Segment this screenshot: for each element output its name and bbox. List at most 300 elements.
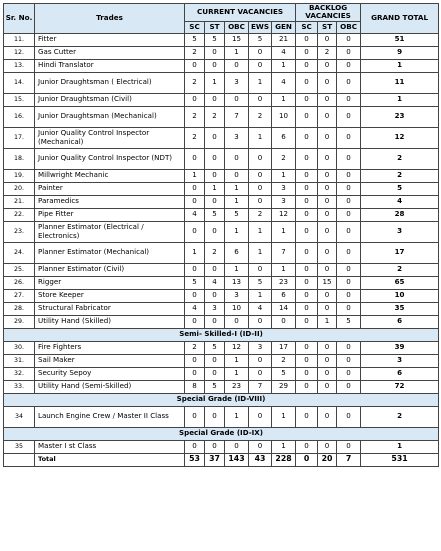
sr-no-cell: 33. — [4, 380, 35, 393]
sr-no-cell: 25. — [4, 263, 35, 276]
vacancy-count-cell: 1 — [185, 242, 205, 263]
trade-cell: Security Sepoy — [35, 367, 185, 380]
vacancy-count-cell: 1 — [272, 93, 296, 106]
vacancy-count-cell: 0 — [337, 127, 361, 148]
vacancy-count-cell: 0 — [296, 276, 318, 289]
header-sr-no: Sr. No. — [4, 4, 35, 34]
vacancy-count-cell: 0 — [337, 59, 361, 72]
vacancy-count-cell: 0 — [205, 263, 225, 276]
vacancy-count-cell: 2 — [272, 148, 296, 169]
vacancy-count-cell: 0 — [296, 315, 318, 328]
trade-cell: Utility Hand (Skilled) — [35, 315, 185, 328]
vacancy-count-cell: 0 — [337, 289, 361, 302]
vacancy-count-cell: 0 — [225, 148, 249, 169]
sr-no-cell: 21. — [4, 195, 35, 208]
vacancy-count-cell: 0 — [185, 182, 205, 195]
vacancy-count-cell: 0 — [272, 315, 296, 328]
table-row — [4, 242, 439, 263]
vacancy-count-cell: 0 — [205, 195, 225, 208]
vacancy-count-cell: 0 — [337, 93, 361, 106]
table-row — [4, 289, 439, 302]
grand-total-cell: 23 — [361, 106, 439, 127]
trade-cell: Master I st Class — [35, 440, 185, 453]
grand-total-cell: 2 — [361, 148, 439, 169]
grand-total-cell: 35 — [361, 302, 439, 315]
vacancy-count-cell: 5 — [185, 33, 205, 46]
sr-no-cell: 17. — [4, 127, 35, 148]
grand-total-cell: 10 — [361, 289, 439, 302]
header-backlog-obc: OBC — [337, 21, 361, 33]
vacancy-count-cell: 0 — [185, 263, 205, 276]
vacancy-count-cell: 0 — [249, 182, 272, 195]
vacancy-count-cell: 7 — [249, 380, 272, 393]
grand-total-cell: 39 — [361, 341, 439, 354]
vacancy-count-cell: 0 — [249, 59, 272, 72]
vacancy-count-cell: 21 — [272, 33, 296, 46]
vacancy-count-cell: 5 — [249, 33, 272, 46]
vacancy-count-cell: 23 — [272, 276, 296, 289]
sr-no-cell: 35 — [4, 440, 35, 453]
trade-cell: Junior Draughtsman (Mechanical) — [35, 106, 185, 127]
trade-cell: Planner Estimator (Civil) — [35, 263, 185, 276]
trade-cell: Fire Fighters — [35, 341, 185, 354]
vacancy-count-cell: 0 — [249, 367, 272, 380]
table-row — [4, 169, 439, 182]
vacancy-count-cell: 0 — [337, 33, 361, 46]
vacancy-count-cell: 0 — [318, 106, 337, 127]
vacancy-count-cell: 0 — [296, 33, 318, 46]
sr-no-cell: 31. — [4, 354, 35, 367]
vacancy-count-cell: 0 — [296, 242, 318, 263]
trade-cell: Launch Engine Crew / Master II Class — [35, 406, 185, 427]
sr-no-cell: 15. — [4, 93, 35, 106]
section-label: Semi- Skilled-I (ID-II) — [4, 328, 439, 341]
vacancy-count-cell: 4 — [185, 302, 205, 315]
vacancy-count-cell: 4 — [272, 46, 296, 59]
table-row — [4, 341, 439, 354]
sr-no-cell: 30. — [4, 341, 35, 354]
sr-no-cell: 29. — [4, 315, 35, 328]
vacancy-count-cell: 1 — [225, 195, 249, 208]
grand-total-cell: 9 — [361, 46, 439, 59]
trade-cell: Junior Draughtsman ( Electrical) — [35, 72, 185, 93]
total-value-cell: 37 — [205, 453, 225, 466]
section-label: Special Grade (ID-VIII) — [4, 393, 439, 406]
header-backlog-vacancies: BACKLOG VACANCIES — [296, 4, 361, 22]
vacancy-count-cell: 0 — [337, 221, 361, 242]
vacancy-count-cell: 1 — [272, 440, 296, 453]
table-row — [4, 302, 439, 315]
vacancy-count-cell: 0 — [337, 169, 361, 182]
vacancy-count-cell: 0 — [205, 93, 225, 106]
vacancy-count-cell: 2 — [185, 72, 205, 93]
vacancy-count-cell: 15 — [225, 33, 249, 46]
table-row — [4, 440, 439, 453]
vacancy-count-cell: 0 — [318, 341, 337, 354]
table-row — [4, 367, 439, 380]
total-grand-total-cell: 531 — [361, 453, 439, 466]
vacancy-count-cell: 0 — [249, 263, 272, 276]
vacancy-count-cell: 23 — [225, 380, 249, 393]
vacancy-count-cell: 0 — [337, 195, 361, 208]
vacancy-count-cell: 0 — [185, 93, 205, 106]
vacancy-count-cell: 2 — [185, 46, 205, 59]
trade-cell: Planner Estimator (Mechanical) — [35, 242, 185, 263]
vacancy-count-cell: 3 — [205, 302, 225, 315]
vacancy-count-cell: 0 — [205, 289, 225, 302]
vacancy-count-cell: 0 — [337, 380, 361, 393]
vacancy-count-cell: 2 — [249, 208, 272, 221]
vacancy-count-cell: 8 — [185, 380, 205, 393]
grand-total-cell: 2 — [361, 169, 439, 182]
grand-total-cell: 6 — [361, 367, 439, 380]
sr-no-cell: 26. — [4, 276, 35, 289]
vacancy-count-cell: 3 — [225, 127, 249, 148]
vacancy-count-cell: 7 — [225, 106, 249, 127]
sr-no-cell: 32. — [4, 367, 35, 380]
vacancy-count-cell: 0 — [205, 367, 225, 380]
trade-cell: Utility Hand (Semi-Skilled) — [35, 380, 185, 393]
vacancy-count-cell: 0 — [296, 59, 318, 72]
vacancy-count-cell: 5 — [205, 341, 225, 354]
vacancy-count-cell: 0 — [337, 440, 361, 453]
grand-total-cell: 1 — [361, 59, 439, 72]
section-header-row — [4, 328, 439, 341]
vacancy-count-cell: 6 — [272, 289, 296, 302]
trade-cell: Store Keeper — [35, 289, 185, 302]
vacancy-count-cell: 0 — [296, 263, 318, 276]
vacancy-count-cell: 0 — [185, 315, 205, 328]
grand-total-cell: 12 — [361, 127, 439, 148]
vacancy-count-cell: 0 — [337, 106, 361, 127]
vacancy-count-cell: 1 — [249, 289, 272, 302]
vacancy-count-cell: 12 — [225, 341, 249, 354]
header-trades: Trades — [35, 4, 185, 34]
sr-no-cell: 23. — [4, 221, 35, 242]
vacancy-count-cell: 0 — [337, 276, 361, 289]
grand-total-cell: 65 — [361, 276, 439, 289]
trade-cell: Rigger — [35, 276, 185, 289]
vacancy-count-cell: 0 — [249, 406, 272, 427]
vacancy-count-cell: 0 — [318, 59, 337, 72]
vacancy-count-cell: 0 — [185, 289, 205, 302]
vacancy-count-cell: 4 — [272, 72, 296, 93]
table-body — [4, 33, 439, 466]
grand-total-cell: 5 — [361, 182, 439, 195]
table-row — [4, 221, 439, 242]
vacancy-count-cell: 0 — [318, 263, 337, 276]
vacancy-count-cell: 0 — [205, 59, 225, 72]
trade-cell: Fitter — [35, 33, 185, 46]
vacancy-count-cell: 15 — [318, 276, 337, 289]
vacancy-count-cell: 1 — [272, 59, 296, 72]
trade-cell: Paramedics — [35, 195, 185, 208]
vacancy-count-cell: 0 — [205, 354, 225, 367]
grand-total-cell: 72 — [361, 380, 439, 393]
table-row — [4, 148, 439, 169]
vacancy-count-cell: 10 — [225, 302, 249, 315]
vacancy-count-cell: 1 — [225, 406, 249, 427]
vacancy-count-cell: 5 — [272, 367, 296, 380]
vacancy-count-cell: 1 — [205, 182, 225, 195]
grand-total-cell: 28 — [361, 208, 439, 221]
vacancy-count-cell: 0 — [296, 93, 318, 106]
sr-no-cell: 12. — [4, 46, 35, 59]
vacancy-count-cell: 0 — [249, 46, 272, 59]
vacancy-count-cell: 0 — [185, 195, 205, 208]
vacancy-count-cell: 0 — [318, 127, 337, 148]
vacancy-count-cell: 0 — [337, 242, 361, 263]
trade-cell: Hindi Translator — [35, 59, 185, 72]
vacancy-count-cell: 0 — [337, 302, 361, 315]
vacancy-count-cell: 0 — [205, 440, 225, 453]
trade-cell: Gas Cutter — [35, 46, 185, 59]
total-value-cell: 43 — [249, 453, 272, 466]
vacancy-count-cell: 0 — [296, 208, 318, 221]
section-label: Special Grade (ID-IX) — [4, 427, 439, 440]
total-value-cell: 143 — [225, 453, 249, 466]
vacancy-count-cell: 0 — [296, 221, 318, 242]
table-row — [4, 72, 439, 93]
vacancy-count-cell: 1 — [225, 182, 249, 195]
vacancy-count-cell: 10 — [272, 106, 296, 127]
vacancy-count-cell: 0 — [318, 33, 337, 46]
vacancy-count-cell: 0 — [296, 182, 318, 195]
vacancy-count-cell: 0 — [318, 195, 337, 208]
vacancy-count-cell: 0 — [225, 169, 249, 182]
vacancy-count-cell: 0 — [318, 242, 337, 263]
vacancy-count-cell: 1 — [272, 406, 296, 427]
vacancy-count-cell: 1 — [272, 221, 296, 242]
vacancy-count-cell: 0 — [318, 93, 337, 106]
section-header-row — [4, 427, 439, 440]
vacancy-count-cell: 3 — [225, 289, 249, 302]
grand-total-cell: 51 — [361, 33, 439, 46]
vacancy-count-cell: 0 — [296, 169, 318, 182]
vacancy-count-cell: 0 — [185, 406, 205, 427]
vacancy-count-cell: 0 — [337, 263, 361, 276]
vacancy-count-cell: 0 — [185, 221, 205, 242]
vacancy-count-cell: 5 — [225, 208, 249, 221]
header-grand-total: GRAND TOTAL — [361, 4, 439, 34]
sr-no-cell: 11. — [4, 33, 35, 46]
vacancy-count-cell: 0 — [296, 46, 318, 59]
grand-total-cell: 2 — [361, 263, 439, 276]
vacancy-count-cell: 1 — [225, 46, 249, 59]
vacancy-count-cell: 2 — [185, 127, 205, 148]
total-sr-cell — [4, 453, 35, 466]
vacancy-count-cell: 0 — [318, 406, 337, 427]
sr-no-cell: 19. — [4, 169, 35, 182]
vacancy-count-cell: 3 — [272, 182, 296, 195]
total-value-cell: 20 — [318, 453, 337, 466]
sr-no-cell: 16. — [4, 106, 35, 127]
vacancy-count-cell: 0 — [337, 148, 361, 169]
vacancy-count-cell: 0 — [296, 406, 318, 427]
table-row — [4, 263, 439, 276]
trade-cell: Junior Quality Control Inspector (NDT) — [35, 148, 185, 169]
vacancy-count-cell: 5 — [185, 276, 205, 289]
vacancy-count-cell: 1 — [185, 169, 205, 182]
vacancy-count-cell: 0 — [318, 148, 337, 169]
vacancy-count-cell: 4 — [249, 302, 272, 315]
vacancy-count-cell: 0 — [249, 169, 272, 182]
vacancy-count-cell: 0 — [205, 169, 225, 182]
vacancy-count-cell: 0 — [185, 367, 205, 380]
table-row — [4, 127, 439, 148]
table-row — [4, 354, 439, 367]
vacancy-count-cell: 0 — [205, 406, 225, 427]
vacancy-count-cell: 0 — [296, 72, 318, 93]
trade-cell: Structural Fabricator — [35, 302, 185, 315]
table-row — [4, 380, 439, 393]
vacancy-count-cell: 0 — [318, 72, 337, 93]
sr-no-cell: 22. — [4, 208, 35, 221]
vacancy-count-cell: 0 — [296, 148, 318, 169]
vacancy-count-cell: 1 — [225, 354, 249, 367]
table-row — [4, 93, 439, 106]
vacancy-count-cell: 0 — [205, 221, 225, 242]
table-row — [4, 195, 439, 208]
vacancy-count-cell: 0 — [205, 127, 225, 148]
header-obc: OBC — [225, 21, 249, 33]
vacancy-count-cell: 0 — [296, 367, 318, 380]
vacancy-count-cell: 1 — [318, 315, 337, 328]
vacancy-count-cell: 29 — [272, 380, 296, 393]
vacancy-count-cell: 0 — [205, 148, 225, 169]
table-row — [4, 106, 439, 127]
header-sc: SC — [185, 21, 205, 33]
sr-no-cell: 24. — [4, 242, 35, 263]
total-value-cell: 7 — [337, 453, 361, 466]
section-header-row — [4, 393, 439, 406]
header-gen: GEN — [272, 21, 296, 33]
total-value-cell: 0 — [296, 453, 318, 466]
vacancy-count-cell: 0 — [337, 406, 361, 427]
total-value-cell: 228 — [272, 453, 296, 466]
sr-no-cell: 18. — [4, 148, 35, 169]
grand-total-cell: 3 — [361, 354, 439, 367]
vacancy-count-cell: 13 — [225, 276, 249, 289]
vacancy-count-cell: 0 — [225, 59, 249, 72]
vacancy-count-cell: 5 — [205, 208, 225, 221]
table-row — [4, 182, 439, 195]
vacancy-count-cell: 0 — [337, 72, 361, 93]
table-row — [4, 33, 439, 46]
grand-total-cell: 4 — [361, 195, 439, 208]
vacancy-count-cell: 0 — [296, 127, 318, 148]
vacancy-count-cell: 0 — [249, 195, 272, 208]
vacancy-count-cell: 1 — [249, 127, 272, 148]
total-row — [4, 453, 439, 466]
table-row — [4, 46, 439, 59]
vacancy-count-cell: 3 — [225, 72, 249, 93]
vacancy-count-cell: 0 — [318, 221, 337, 242]
trade-cell: Pipe Fitter — [35, 208, 185, 221]
vacancy-count-cell: 0 — [296, 106, 318, 127]
trade-cell: Planner Estimator (Electrical / Electronics) — [35, 221, 185, 242]
vacancy-count-cell: 2 — [205, 242, 225, 263]
header-row-1 — [4, 4, 439, 22]
vacancy-count-cell: 0 — [249, 93, 272, 106]
vacancy-count-cell: 5 — [249, 276, 272, 289]
vacancy-count-cell: 0 — [296, 289, 318, 302]
vacancy-table-container — [3, 3, 438, 467]
vacancy-count-cell: 2 — [185, 341, 205, 354]
vacancy-count-cell: 14 — [272, 302, 296, 315]
vacancy-count-cell: 6 — [272, 127, 296, 148]
vacancy-count-cell: 1 — [249, 221, 272, 242]
grand-total-cell: 1 — [361, 93, 439, 106]
vacancy-count-cell: 2 — [249, 106, 272, 127]
header-current-vacancies: CURRENT VACANCIES — [185, 4, 296, 22]
vacancy-count-cell: 4 — [205, 276, 225, 289]
vacancy-count-cell: 0 — [296, 380, 318, 393]
vacancy-count-cell: 0 — [318, 302, 337, 315]
vacancy-count-cell: 2 — [205, 106, 225, 127]
vacancy-count-cell: 0 — [249, 354, 272, 367]
header-st: ST — [205, 21, 225, 33]
vacancy-count-cell: 5 — [337, 315, 361, 328]
table-row — [4, 208, 439, 221]
vacancy-count-cell: 7 — [272, 242, 296, 263]
vacancy-count-cell: 0 — [337, 367, 361, 380]
trade-cell: Sail Maker — [35, 354, 185, 367]
grand-total-cell: 2 — [361, 406, 439, 427]
header-backlog-sc: SC — [296, 21, 318, 33]
vacancy-count-cell: 0 — [225, 440, 249, 453]
table-row — [4, 406, 439, 427]
sr-no-cell: 20. — [4, 182, 35, 195]
vacancy-table — [3, 3, 439, 467]
vacancy-count-cell: 1 — [225, 221, 249, 242]
trade-cell: Junior Quality Control Inspector (Mechanical) — [35, 127, 185, 148]
vacancy-count-cell: 1 — [249, 72, 272, 93]
vacancy-count-cell: 0 — [318, 182, 337, 195]
vacancy-count-cell: 0 — [337, 182, 361, 195]
vacancy-count-cell: 5 — [205, 33, 225, 46]
vacancy-count-cell: 0 — [337, 341, 361, 354]
vacancy-count-cell: 3 — [272, 195, 296, 208]
vacancy-count-cell: 0 — [337, 354, 361, 367]
trade-cell: Millwright Mechanic — [35, 169, 185, 182]
vacancy-count-cell: 17 — [272, 341, 296, 354]
vacancy-count-cell: 0 — [185, 354, 205, 367]
vacancy-count-cell: 0 — [185, 440, 205, 453]
vacancy-count-cell: 1 — [205, 72, 225, 93]
trade-cell: Painter — [35, 182, 185, 195]
grand-total-cell: 17 — [361, 242, 439, 263]
vacancy-count-cell: 1 — [272, 263, 296, 276]
vacancy-count-cell: 0 — [318, 169, 337, 182]
vacancy-count-cell: 2 — [318, 46, 337, 59]
vacancy-count-cell: 2 — [272, 354, 296, 367]
vacancy-count-cell: 0 — [318, 208, 337, 221]
vacancy-count-cell: 0 — [225, 93, 249, 106]
table-row — [4, 276, 439, 289]
vacancy-count-cell: 0 — [205, 46, 225, 59]
vacancy-count-cell: 0 — [185, 148, 205, 169]
vacancy-count-cell: 0 — [337, 208, 361, 221]
grand-total-cell: 11 — [361, 72, 439, 93]
vacancy-count-cell: 5 — [205, 380, 225, 393]
total-label: Total — [35, 453, 185, 466]
total-value-cell: 53 — [185, 453, 205, 466]
vacancy-count-cell: 0 — [296, 195, 318, 208]
sr-no-cell: 27. — [4, 289, 35, 302]
table-row — [4, 315, 439, 328]
trade-cell: Junior Draughtsman (Civil) — [35, 93, 185, 106]
